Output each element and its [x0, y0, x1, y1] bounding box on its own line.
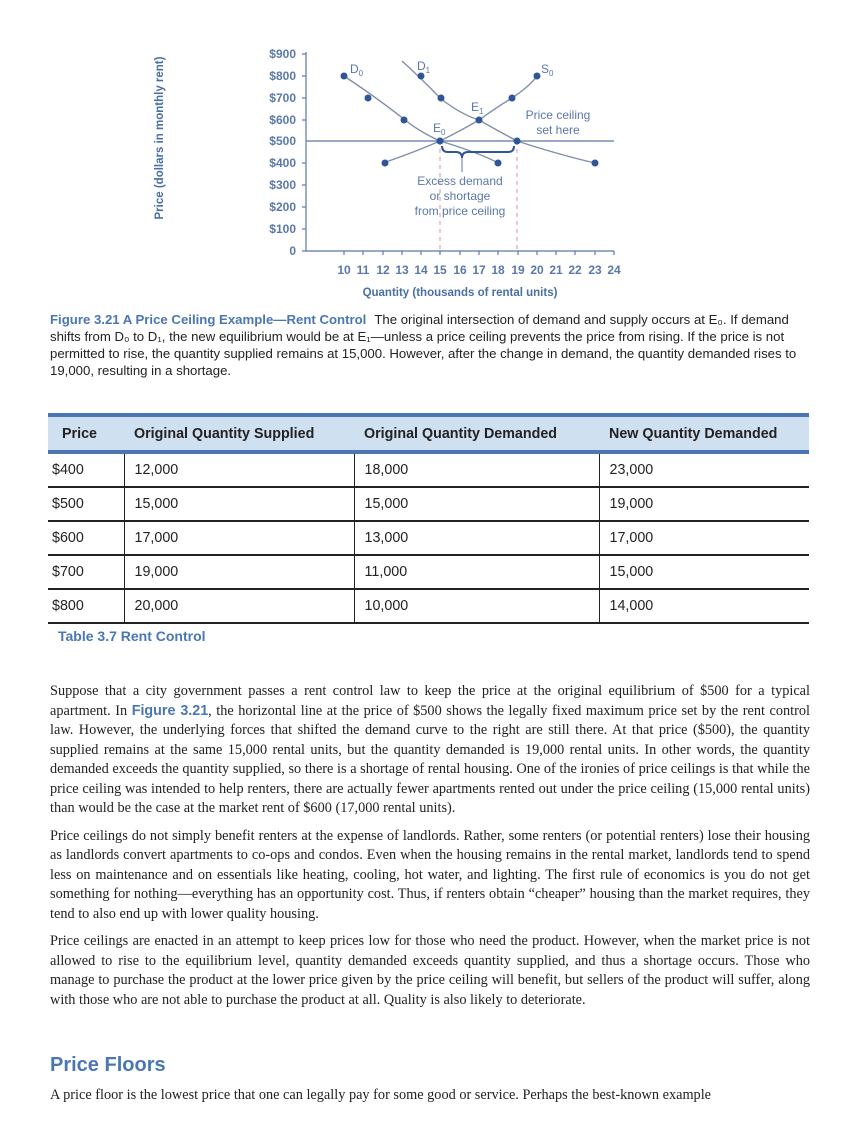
svg-text:$800: $800	[269, 69, 296, 83]
cell-demanded: 13,000	[354, 521, 599, 555]
svg-text:set here: set here	[536, 123, 580, 137]
paragraph-1: Suppose that a city government passes a rent control law to keep the price at the original equilibrium of $500 for a typical apartment. In Figure 3.21, the horizontal line at the price of $500 shows the legally fixed maximum price set by the rent control law. However, the underlying forces that shifted the demand curve to the right are still there. At that price ($500), the quantity supplied remains at the same 15,000 rental units, but the quantity demanded is 19,000 rental units. In other words, the quantity demanded exceeds the quantity supplied, so there is a shortage of rental housing. One of the ironies of price ceilings is that while the price ceiling was intended to help renters, there are actually fewer apartments rented out under the price ceiling (15,000 rental units) than would be the case at the market rent of $600 (17,000 rental units).	[50, 683, 810, 816]
svg-text:15: 15	[433, 263, 447, 277]
svg-text:$700: $700	[269, 91, 296, 105]
cell-new-demanded: 17,000	[599, 521, 809, 555]
chart-svg	[0, 0, 866, 305]
x-tick-labels	[337, 263, 621, 277]
col-new-demanded: New Quantity Demanded	[599, 415, 809, 452]
curve-labels	[350, 59, 554, 137]
svg-text:Excess demand: Excess demand	[417, 174, 503, 188]
body-text-2	[50, 1086, 810, 1114]
cell-price: $700	[48, 555, 124, 589]
svg-text:14: 14	[414, 263, 428, 277]
col-price: Price	[48, 415, 124, 452]
table-row	[48, 452, 809, 487]
figure-caption-title: Figure 3.21 A Price Ceiling Example—Rent Control	[50, 312, 367, 327]
svg-text:16: 16	[453, 263, 467, 277]
paragraph-2: Price ceilings do not simply benefit renters at the expense of landlords. Rather, some renters (or potential renters) lose their housing as landlords convert apartments to co-ops and condos. Even when the housing remains in the rental market, landlords tend to spend less on maintenance and on essentials like heating, cooling, hot water, and lighting. The first rule of economics is you do not get something for nothing—everything has an opportunity cost. Thus, if renters obtain “cheaper” housing than the market requires, they tend to also end up with lower quality housing.	[50, 827, 810, 922]
table-caption: Table 3.7 Rent Control	[58, 628, 206, 644]
svg-text:21: 21	[549, 263, 563, 277]
figure-caption-text: The original intersection of demand and supply occurs at E₀. If demand shifts from D₀ to D₁, the new equilibrium would be at E₁—unless a price ceiling prevents the price from rising. If the price is not permitted to rise, the quantity supplied remains at 15,000. However, after the change in demand, the quantity demanded rises to 19,000, resulting in a shortage.	[50, 312, 797, 378]
svg-text:24: 24	[607, 263, 621, 277]
cell-demanded: 10,000	[354, 589, 599, 623]
cell-price: $600	[48, 521, 124, 555]
svg-text:22: 22	[568, 263, 582, 277]
cell-price: $400	[48, 452, 124, 487]
section-heading: Price Floors	[50, 1054, 166, 1076]
cell-demanded: 18,000	[354, 452, 599, 487]
axes	[302, 52, 614, 255]
svg-text:11: 11	[356, 263, 370, 277]
svg-text:18: 18	[491, 263, 505, 277]
paragraph-4: A price floor is the lowest price that one can legally pay for some good or service. Perhaps the best-known example	[50, 1087, 712, 1103]
svg-text:19: 19	[511, 263, 525, 277]
cell-supplied: 17,000	[124, 521, 354, 555]
label-s0: $S_0$	[541, 62, 554, 78]
d0-curve	[344, 76, 498, 163]
svg-text:13: 13	[395, 263, 409, 277]
table-row	[48, 487, 809, 521]
table-row	[48, 589, 809, 623]
cell-supplied: 20,000	[124, 589, 354, 623]
cell-new-demanded: 19,000	[599, 487, 809, 521]
svg-text:12: 12	[376, 263, 390, 277]
table-header-row	[48, 415, 809, 452]
x-axis-label: Quantity (thousands of rental units)	[362, 287, 558, 299]
svg-text:17: 17	[472, 263, 486, 277]
svg-text:23: 23	[588, 263, 602, 277]
label-d0: $D_0$	[350, 62, 364, 78]
figure-caption	[50, 311, 810, 379]
svg-text:$600: $600	[269, 113, 296, 127]
cell-new-demanded: 15,000	[599, 555, 809, 589]
col-orig-demanded: Original Quantity Demanded	[354, 415, 599, 452]
cell-new-demanded: 14,000	[599, 589, 809, 623]
svg-text:10: 10	[337, 263, 351, 277]
cell-demanded: 11,000	[354, 555, 599, 589]
cell-demanded: 15,000	[354, 487, 599, 521]
label-d1: $D_1$	[417, 59, 431, 75]
rent-control-table	[48, 413, 809, 624]
figure-link[interactable]: Figure 3.21	[131, 702, 209, 719]
cell-price: $800	[48, 589, 124, 623]
svg-text:20: 20	[530, 263, 544, 277]
paragraph-3: Price ceilings are enacted in an attempt to keep prices low for those who need the product. However, when the market price is not allowed to rise to the equilibrium level, quantity demanded exceeds quantity supplied, and thus a shortage occurs. Those who manage to purchase the product at the lower price given by the price ceiling will benefit, but sellers of the product will suffer, along with those who are not able to purchase the product at all. Quality is also likely to deteriorate.	[50, 933, 810, 1008]
body-text	[50, 682, 810, 1018]
price-ceiling-chart	[0, 0, 866, 305]
table-row	[48, 555, 809, 589]
svg-text:or shortage: or shortage	[429, 189, 491, 203]
svg-text:$900: $900	[269, 47, 296, 61]
svg-text:$300: $300	[269, 178, 296, 192]
svg-text:0: 0	[289, 244, 296, 258]
cell-supplied: 15,000	[124, 487, 354, 521]
svg-text:$500: $500	[269, 134, 296, 148]
cell-supplied: 12,000	[124, 452, 354, 487]
table-row	[48, 521, 809, 555]
svg-text:from price ceiling: from price ceiling	[414, 204, 506, 218]
col-orig-supplied: Original Quantity Supplied	[124, 415, 354, 452]
shortage-bracket	[442, 146, 514, 158]
label-e0: $E_0$	[433, 121, 446, 137]
svg-text:$200: $200	[269, 200, 296, 214]
svg-text:Price ceiling: Price ceiling	[525, 108, 591, 122]
y-axis-label: Price (dollars in monthly rent)	[154, 56, 166, 220]
svg-text:$100: $100	[269, 222, 296, 236]
label-e1: $E_1$	[471, 100, 484, 116]
cell-new-demanded: 23,000	[599, 452, 809, 487]
cell-supplied: 19,000	[124, 555, 354, 589]
svg-text:$400: $400	[269, 156, 296, 170]
cell-price: $500	[48, 487, 124, 521]
y-tick-labels	[269, 47, 296, 258]
